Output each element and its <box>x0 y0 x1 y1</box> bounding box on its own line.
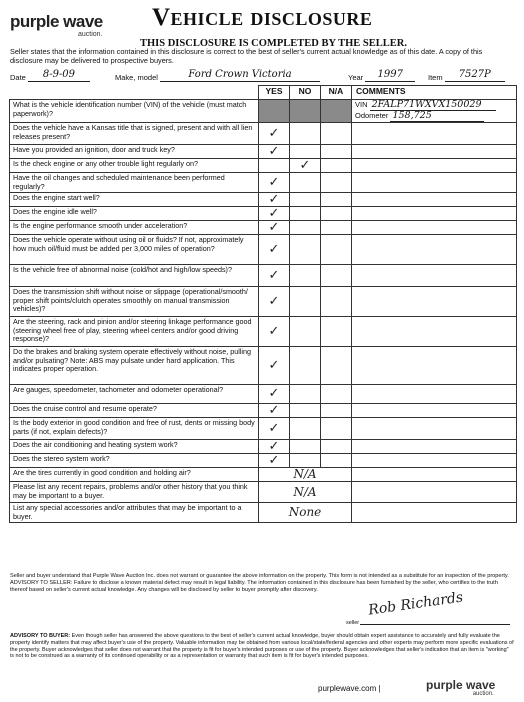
question-text: Does the vehicle have a Kansas title that is signed, present and with all lien releases present? <box>10 123 259 145</box>
comments-cell[interactable] <box>352 159 517 173</box>
answer-handwritten: None <box>259 503 352 523</box>
answer-yes-cell[interactable]: ✓ <box>259 123 290 145</box>
answer-na-cell[interactable] <box>321 385 352 404</box>
question-text: Does the engine start well? <box>10 193 259 207</box>
question-text: Please list any recent repairs, problems and/or other history that you think may be important to a buyer. <box>10 482 259 503</box>
answer-no-cell[interactable] <box>290 418 321 440</box>
comments-cell[interactable] <box>352 265 517 287</box>
question-text: What is the vehicle identification number (VIN) of the vehicle (must match paperwork)? <box>10 100 259 123</box>
question-text: Are the steering, rack and pinion and/or steering linkage performance good (steering wheel free of play, steering wheel centers and/or good driving response)? <box>10 317 259 347</box>
question-text: Is the check engine or any other trouble light regularly on? <box>10 159 259 173</box>
header-comments: COMMENTS <box>352 86 517 100</box>
table-row <box>10 207 517 221</box>
question-text: Is the engine performance smooth under acceleration? <box>10 221 259 235</box>
comments-cell[interactable] <box>352 317 517 347</box>
question-text: Have the oil changes and scheduled maintenance been performed regularly? <box>10 173 259 193</box>
answer-no-cell[interactable] <box>290 123 321 145</box>
comments-cell[interactable] <box>352 418 517 440</box>
question-text: Do the brakes and braking system operate effectively without noise, pulling and/or pulsating? Note: ABS may pulsate under hard application. This indicates proper operation. <box>10 347 259 385</box>
comments-cell[interactable] <box>352 287 517 317</box>
answer-no-cell[interactable]: ✓ <box>290 159 321 173</box>
signature-line <box>360 610 510 625</box>
answer-na-cell[interactable] <box>321 193 352 207</box>
question-text: Does the engine idle well? <box>10 207 259 221</box>
advisory-heading: ADVISORY TO BUYER: <box>10 633 71 639</box>
date-field: Date 8-9-09 <box>10 69 90 83</box>
answer-yes-cell[interactable]: ✓ <box>259 193 290 207</box>
header-yes: YES <box>259 86 290 100</box>
answer-na-cell[interactable] <box>321 123 352 145</box>
page-title: Vehicle disclosure <box>152 4 373 31</box>
logo-word: purple wave <box>10 12 103 31</box>
answer-yes-cell[interactable]: ✓ <box>259 454 290 468</box>
table-row <box>10 221 517 235</box>
answer-yes-cell[interactable]: ✓ <box>259 385 290 404</box>
answer-handwritten: N/A <box>259 482 352 503</box>
comments-cell[interactable] <box>352 440 517 454</box>
make-value: Ford Crown Victoria <box>160 69 320 82</box>
table-row <box>10 385 517 404</box>
vin-value: 2FALP71WXVX150029 <box>370 100 496 111</box>
answer-no-cell[interactable] <box>290 207 321 221</box>
question-text: Does the cruise control and resume operate? <box>10 404 259 418</box>
answer-no-cell[interactable] <box>290 385 321 404</box>
answer-no-cell[interactable] <box>290 193 321 207</box>
year-field: Year 1997 <box>348 69 415 83</box>
table-row <box>10 100 517 123</box>
answer-yes-cell[interactable] <box>259 100 290 123</box>
intro-text: Seller states that the information contained in this disclosure is correct to the best of seller's current actual knowledge as of this date. A copy of this disclosure may be delivered to prospective buyers. <box>10 47 483 65</box>
comments-cell[interactable] <box>352 385 517 404</box>
answer-yes-cell[interactable]: ✓ <box>259 440 290 454</box>
comments-cell[interactable] <box>352 454 517 468</box>
answer-yes-cell[interactable]: ✓ <box>259 287 290 317</box>
make-field: Make, model Ford Crown Victoria <box>115 69 320 83</box>
table-header-row <box>10 86 517 100</box>
answer-na-cell[interactable] <box>321 404 352 418</box>
answer-no-cell[interactable] <box>290 317 321 347</box>
question-text: Have you provided an ignition, door and truck key? <box>10 145 259 159</box>
answer-yes-cell[interactable] <box>259 159 290 173</box>
table-row <box>10 265 517 287</box>
answer-na-cell[interactable] <box>321 347 352 385</box>
table-row <box>10 173 517 193</box>
answer-na-cell[interactable] <box>321 207 352 221</box>
disclosure-table <box>9 85 517 523</box>
comments-cell[interactable] <box>352 503 517 523</box>
answer-no-cell[interactable] <box>290 235 321 265</box>
table-row <box>10 418 517 440</box>
comments-cell[interactable] <box>352 193 517 207</box>
odometer-value: 158,725 <box>390 111 484 122</box>
comments-cell[interactable] <box>352 207 517 221</box>
answer-yes-cell[interactable]: ✓ <box>259 145 290 159</box>
question-text: Does the air conditioning and heating system work? <box>10 440 259 454</box>
purple-wave-logo <box>10 12 120 40</box>
table-row <box>10 468 517 482</box>
answer-na-cell[interactable] <box>321 173 352 193</box>
answer-no-cell[interactable] <box>290 100 321 123</box>
question-text: Are gauges, speedometer, tachometer and odometer operational? <box>10 385 259 404</box>
table-row <box>10 404 517 418</box>
answer-na-cell[interactable] <box>321 317 352 347</box>
footer-logo: purple wave $_{auction.}$ <box>426 678 496 697</box>
question-text: List any special accessories and/or attributes that may be important to a buyer. <box>10 503 259 523</box>
answer-yes-cell[interactable]: ✓ <box>259 265 290 287</box>
page-subtitle: THIS DISCLOSURE IS COMPLETED BY THE SELLER. <box>140 38 407 49</box>
answer-na-cell[interactable] <box>321 145 352 159</box>
comments-cell[interactable] <box>352 100 517 123</box>
answer-yes-cell[interactable]: ✓ <box>259 173 290 193</box>
answer-no-cell[interactable] <box>290 287 321 317</box>
vin-label: VIN <box>355 100 368 109</box>
answer-no-cell[interactable] <box>290 440 321 454</box>
answer-na-cell[interactable] <box>321 418 352 440</box>
answer-na-cell[interactable] <box>321 221 352 235</box>
item-field: Item 7527P <box>428 69 505 83</box>
answer-no-cell[interactable] <box>290 404 321 418</box>
answer-na-cell[interactable] <box>321 100 352 123</box>
year-value: 1997 <box>365 69 415 82</box>
header-no: NO <box>290 86 321 100</box>
table-row <box>10 454 517 468</box>
answer-no-cell[interactable] <box>290 265 321 287</box>
answer-no-cell[interactable] <box>290 454 321 468</box>
seller-disclaimer: Seller and buyer understand that Purple Wave Auction Inc. does not warrant or guarantee the above information on the property. This form is not intended as a substitute for an inspection of the property. ADVISORY TO SELLER: Failure to disclose a known material defect may result in legal liability. The information contained in this disclosure has been furnished by the seller, who certifies to the truth thereof based on seller's current actual knowledge. Any changes will be disclosed by seller to buyer promptly after discovery. <box>10 573 509 593</box>
answer-yes-cell[interactable]: ✓ <box>259 235 290 265</box>
table-row <box>10 235 517 265</box>
answer-na-cell[interactable] <box>321 159 352 173</box>
table-row <box>10 145 517 159</box>
answer-yes-cell[interactable]: ✓ <box>259 404 290 418</box>
question-text: Does the stereo system work? <box>10 454 259 468</box>
table-row <box>10 503 517 523</box>
table-row <box>10 159 517 173</box>
comments-cell[interactable] <box>352 221 517 235</box>
comments-cell[interactable] <box>352 123 517 145</box>
seller-signature: Rob Richards <box>367 589 465 619</box>
table-row <box>10 287 517 317</box>
question-text: Does the transmission shift without noise or slippage (operational/smooth/ proper shift points/clutch operates smoothly on manual transmission vehicles)? <box>10 287 259 317</box>
answer-na-cell[interactable] <box>321 454 352 468</box>
odometer-label: Odometer <box>355 111 389 120</box>
answer-yes-cell[interactable]: ✓ <box>259 207 290 221</box>
comments-cell[interactable] <box>352 235 517 265</box>
item-value: 7527P <box>445 69 505 82</box>
answer-no-cell[interactable] <box>290 347 321 385</box>
table-row <box>10 347 517 385</box>
answer-no-cell[interactable] <box>290 221 321 235</box>
header-na: N/A <box>321 86 352 100</box>
comments-cell[interactable] <box>352 145 517 159</box>
logo-sub: auction. <box>78 31 103 38</box>
question-text: Are the tires currently in good condition and holding air? <box>10 468 259 482</box>
answer-na-cell[interactable] <box>321 235 352 265</box>
table-row <box>10 193 517 207</box>
comments-cell[interactable] <box>352 482 517 503</box>
answer-yes-cell[interactable]: ✓ <box>259 418 290 440</box>
answer-na-cell[interactable] <box>321 440 352 454</box>
buyer-advisory <box>10 633 514 660</box>
answer-handwritten: N/A <box>259 468 352 482</box>
answer-na-cell[interactable] <box>321 265 352 287</box>
advisory-body: Even though seller has answered the above questions to the best of seller's current actual knowledge, buyer should obtain expert assistance to accurately and fully evaluate the property identify matters that may affect buyer's use of the property. Valuable information may be obtained from various local/state/federal agencies and other experts may perform more specific evaluations of the property. Buyer acknowledges that seller does not warrant that the property is fit for buyer's intended purposes or use of the property. Buyer acknowledges that seller's indication that an item is "working" is not to be construed as a warranty of its continued operability or as a representation or warranty that such item is fit for buyer's intended purposes. <box>10 633 514 660</box>
table-row <box>10 317 517 347</box>
answer-no-cell[interactable] <box>290 145 321 159</box>
question-text: Is the body exterior in good condition and free of rust, dents or missing body parts (if not, explain defects)? <box>10 418 259 440</box>
comments-cell[interactable] <box>352 173 517 193</box>
answer-na-cell[interactable] <box>321 287 352 317</box>
table-row <box>10 123 517 145</box>
answer-no-cell[interactable] <box>290 173 321 193</box>
question-text: Is the vehicle free of abnormal noise (cold/hot and high/low speeds)? <box>10 265 259 287</box>
signature-label: seller <box>346 620 360 626</box>
answer-yes-cell[interactable]: ✓ <box>259 221 290 235</box>
question-text: Does the vehicle operate without using oil or fluids? If not, approximately how much oil/fluid must be added per 3,000 miles of operation? <box>10 235 259 265</box>
table-row <box>10 482 517 503</box>
date-value: 8-9-09 <box>28 69 90 82</box>
comments-cell[interactable] <box>352 468 517 482</box>
table-row <box>10 440 517 454</box>
comments-cell[interactable] <box>352 347 517 385</box>
footer-url[interactable]: purplewave.com | <box>318 684 381 693</box>
comments-cell[interactable] <box>352 404 517 418</box>
answer-yes-cell[interactable]: ✓ <box>259 317 290 347</box>
answer-yes-cell[interactable]: ✓ <box>259 347 290 385</box>
